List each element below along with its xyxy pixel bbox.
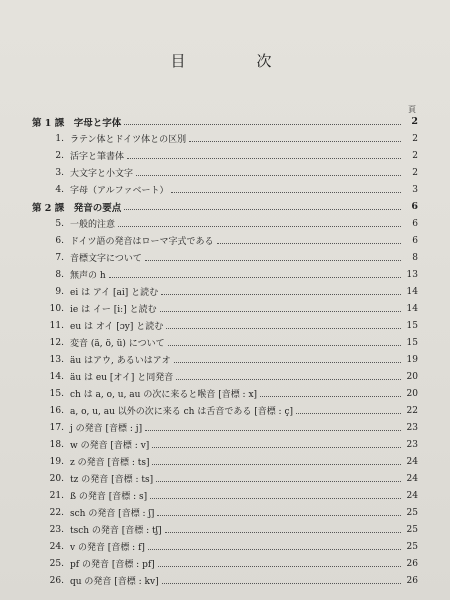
toc-entry-title: 字母（アルファベート）	[70, 186, 169, 196]
toc-entry-number: 1.	[55, 133, 64, 144]
toc-page-number: 3	[412, 184, 418, 195]
toc-entry-title: v の発音 [音標 : f]	[70, 543, 145, 553]
toc-entry-row	[32, 232, 418, 249]
toc-entry-number: 15.	[49, 388, 64, 399]
toc-entry-row	[32, 249, 418, 266]
toc-page-number: 26	[406, 558, 418, 569]
toc-entry-title: äu は eu [オイ] と同発音	[70, 373, 174, 383]
toc-entry-number: 2.	[55, 150, 64, 161]
toc-entry-number: 14.	[49, 371, 64, 382]
toc-entry-title: äu はアウ, あるいはアオ	[70, 356, 171, 366]
toc-entry-title: ch は a, o, u, au の次に来ると喉音 [音標 : x]	[70, 390, 258, 400]
toc-entry-title: ß の発音 [音標 : s]	[70, 492, 148, 502]
dot-leader	[152, 463, 401, 465]
dot-leader	[296, 412, 401, 414]
toc-entry-title: eu は オイ [ɔy] と読む	[70, 322, 164, 332]
toc-entry-row	[32, 436, 418, 453]
toc-entry-number: 21.	[49, 490, 64, 501]
toc-page-number: 23	[406, 439, 418, 450]
dot-leader	[158, 565, 401, 567]
dot-leader	[157, 514, 401, 516]
toc-entry-title: 無声の h	[70, 271, 106, 281]
dot-leader	[260, 395, 401, 397]
toc-page-number: 25	[406, 541, 418, 552]
toc-page-number: 14	[406, 286, 418, 297]
toc-entry-title: a, o, u, au 以外の次に来る ch は舌音である [音標 : ç]	[70, 407, 294, 417]
toc-entry-number: 26.	[49, 575, 64, 586]
toc-entry-row	[32, 283, 418, 300]
toc-entry-title: j の発音 [音標 : j]	[70, 424, 143, 434]
toc-entry-title: ラテン体とドイツ体との区別	[70, 135, 187, 145]
toc-page-number: 6	[411, 201, 418, 212]
dot-leader	[217, 242, 401, 244]
toc-entry-title: pf の発音 [音標 : pf]	[70, 560, 155, 570]
dot-leader	[150, 497, 401, 499]
dot-leader	[162, 582, 401, 584]
toc-entry-title: ドイツ語の発音はローマ字式である	[70, 237, 214, 247]
dot-leader	[124, 123, 401, 125]
toc-entry-row	[32, 317, 418, 334]
toc-entry-row	[32, 215, 418, 232]
toc-page-number: 15	[406, 337, 418, 348]
toc-entry-number: 9.	[55, 286, 64, 297]
toc-entry-number: 6.	[55, 235, 64, 246]
toc-page-number: 25	[406, 507, 418, 518]
toc-entry-number: 4.	[55, 184, 64, 195]
toc-entry-row	[32, 453, 418, 470]
toc-entry-title: tz の発音 [音標 : ts]	[70, 475, 154, 485]
toc-entry-title: 音標文字について	[70, 254, 142, 264]
dot-leader	[145, 259, 401, 261]
toc-entry-number: 10.	[49, 303, 64, 314]
toc-chapter-row	[32, 198, 418, 215]
toc-entry-number: 13.	[49, 354, 64, 365]
toc-entry-row	[32, 147, 418, 164]
dot-leader	[109, 276, 401, 278]
toc-entry-row	[32, 130, 418, 147]
dot-leader	[148, 548, 401, 550]
toc-entry-row	[32, 300, 418, 317]
toc-entry-row	[32, 572, 418, 589]
toc-entry-row	[32, 181, 418, 198]
toc-entry-title: 活字と筆書体	[70, 152, 125, 162]
toc-entry-title: z の発音 [音標 : ts]	[70, 458, 150, 468]
toc-page-number: 20	[406, 371, 418, 382]
toc-entry-row	[32, 419, 418, 436]
toc-page-number: 6	[412, 235, 418, 246]
toc-entry-title: 大文字と小文字	[70, 169, 134, 179]
toc-entry-number: 11.	[49, 320, 64, 331]
toc-entry-title: tsch の発音 [音標 : tʃ]	[70, 526, 162, 536]
toc-entry-number: 20.	[49, 473, 64, 484]
page-title: 目 次	[170, 52, 300, 70]
dot-leader	[152, 446, 401, 448]
toc-entry-title: ie は イー [iː] と読む	[70, 305, 157, 315]
toc-page-number: 24	[406, 490, 418, 501]
dot-leader	[171, 191, 401, 193]
dot-leader	[127, 157, 401, 159]
toc-page-number: 6	[412, 218, 418, 229]
table-of-contents	[32, 113, 418, 589]
toc-entry-row	[32, 487, 418, 504]
toc-entry-title: 一般的注意	[70, 220, 116, 230]
toc-page-number: 2	[412, 133, 418, 144]
toc-page-number: 2	[412, 167, 418, 178]
dot-leader	[161, 293, 401, 295]
dot-leader	[168, 344, 401, 346]
dot-leader	[176, 378, 401, 380]
toc-entry-number: 17.	[49, 422, 64, 433]
toc-entry-row	[32, 385, 418, 402]
toc-entry-row	[32, 164, 418, 181]
page-column-label: 頁	[408, 105, 416, 114]
toc-entry-number: 12.	[49, 337, 64, 348]
dot-leader	[145, 429, 401, 431]
toc-chapter-title: 第 1 課 字母と字体	[32, 117, 122, 129]
toc-page-number: 25	[406, 524, 418, 535]
toc-entry-row	[32, 368, 418, 385]
toc-page-number: 23	[406, 422, 418, 433]
toc-entry-number: 22.	[49, 507, 64, 518]
toc-entry-row	[32, 351, 418, 368]
toc-entry-row	[32, 538, 418, 555]
toc-entry-title: w の発音 [音標 : v]	[70, 441, 150, 451]
dot-leader	[118, 225, 401, 227]
toc-page-number: 13	[406, 269, 418, 280]
dot-leader	[156, 480, 401, 482]
toc-entry-title: qu の発音 [音標 : kv]	[70, 577, 159, 587]
dot-leader	[165, 531, 401, 533]
toc-entry-row	[32, 555, 418, 572]
toc-page-number: 24	[406, 473, 418, 484]
toc-chapter-row	[32, 113, 418, 130]
dot-leader	[166, 327, 401, 329]
toc-page-number: 15	[406, 320, 418, 331]
toc-entry-row	[32, 266, 418, 283]
toc-entry-number: 3.	[55, 167, 64, 178]
toc-page-number: 19	[406, 354, 418, 365]
toc-page-number: 20	[406, 388, 418, 399]
toc-entry-row	[32, 334, 418, 351]
toc-entry-number: 8.	[55, 269, 64, 280]
toc-entry-row	[32, 470, 418, 487]
dot-leader	[160, 310, 401, 312]
dot-leader	[189, 140, 401, 142]
toc-page-number: 22	[406, 405, 418, 416]
toc-page-number: 24	[406, 456, 418, 467]
toc-entry-title: ei は アイ [ai] と読む	[70, 288, 159, 298]
toc-entry-number: 19.	[49, 456, 64, 467]
toc-entry-row	[32, 504, 418, 521]
toc-entry-number: 16.	[49, 405, 64, 416]
toc-entry-number: 25.	[49, 558, 64, 569]
toc-entry-row	[32, 521, 418, 538]
toc-page-number: 26	[406, 575, 418, 586]
dot-leader	[136, 174, 401, 176]
toc-entry-number: 18.	[49, 439, 64, 450]
toc-page-number: 8	[412, 252, 418, 263]
toc-page-number: 2	[412, 150, 418, 161]
dot-leader	[174, 361, 401, 363]
toc-entry-number: 5.	[55, 218, 64, 229]
toc-page-number: 2	[411, 116, 418, 127]
toc-entry-title: sch の発音 [音標 : ʃ]	[70, 509, 155, 519]
toc-entry-number: 23.	[49, 524, 64, 535]
toc-entry-number: 24.	[49, 541, 64, 552]
dot-leader	[124, 208, 401, 210]
toc-entry-number: 7.	[55, 252, 64, 263]
toc-entry-row	[32, 402, 418, 419]
toc-entry-title: 変音 (ä, ö, ü) について	[70, 339, 165, 349]
toc-page-number: 14	[406, 303, 418, 314]
toc-chapter-title: 第 2 課 発音の要点	[32, 202, 122, 214]
